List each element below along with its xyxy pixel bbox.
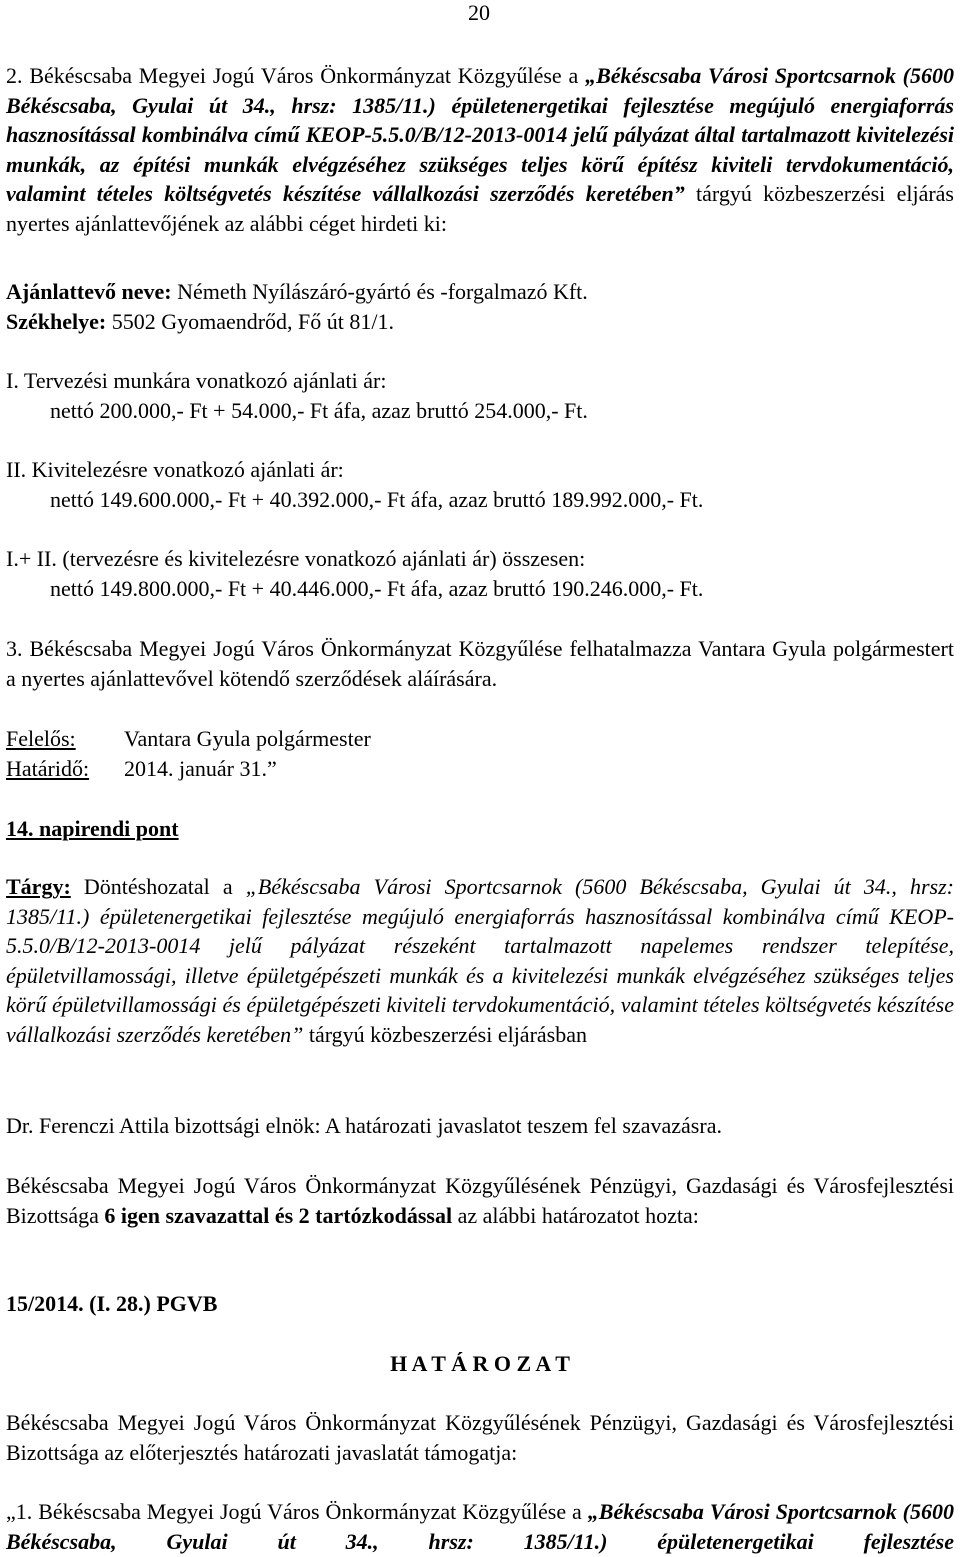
- vote-suffix: az alábbi határozatot hozta:: [452, 1202, 699, 1228]
- offer-2: [6, 455, 954, 514]
- bidder-seat-value: 5502 Gyomaendrőd, Fő út 81/1.: [106, 308, 395, 334]
- agenda-point-heading: 14. napirendi pont: [6, 816, 179, 841]
- responsible-value: Vantara Gyula polgármester: [124, 726, 371, 751]
- subject-text-1: Döntéshozatal a: [70, 874, 246, 899]
- item-1-project-title: „Békéscsaba Városi Sportcsarnok (5600 Békéscsaba, Gyulai út 34., hrsz: 1385/11.) épületenergetikai fejlesztése: [6, 1499, 954, 1554]
- offer-total: [6, 544, 954, 603]
- bidder-name-line: [6, 277, 954, 307]
- resolution-heading: H A T Á R O Z A T: [390, 1351, 570, 1376]
- deadline-label: Határidő:: [6, 755, 90, 781]
- bidder-name-label: Ajánlattevő neve:: [6, 279, 172, 304]
- item-2-project-title: „Békéscsaba Városi Sportcsarnok (5600 Békéscsaba, Gyulai út 34., hrsz: 1385/11.) épületenergetikai fejlesztése megújuló energiaforrás hasznosítással kombinálva című KEOP-5.5.0/B/12-2013-0014 jelű pályázat által tartalmazott kivitelezési munkák, az építési munkák elvégzéséhez szükséges teljes körű építész kiviteli tervdokumentáció, valamint tételes költségvetés készítése vállalkozási szerződés keretében”: [6, 63, 954, 206]
- chair-statement: Dr. Ferenczi Attila bizottsági elnök: A határozati javaslatot teszem fel szavazásra.: [6, 1113, 722, 1138]
- bidder-seat-line: [6, 307, 954, 337]
- bidder-name-value: Németh Nyílászáró-gyártó és -forgalmazó Kft.: [171, 279, 588, 304]
- offer-title: I. Tervezési munkára vonatkozó ajánlati ár:: [6, 368, 387, 393]
- resolution-intro: Békéscsaba Megyei Jogú Város Önkormányzat Közgyűlésének Pénzügyi, Gazdasági és Városfejlesztési Bizottsága az előterjesztés határozati javaslatát támogatja:: [6, 1410, 954, 1465]
- item-2-paragraph: [6, 61, 954, 238]
- offer-amount: nettó 149.600.000,- Ft + 40.392.000,- Ft áfa, azaz bruttó 189.992.000,- Ft.: [50, 486, 704, 512]
- subject-text-2: tárgyú közbeszerzési eljárásban: [303, 1021, 587, 1047]
- vote-paragraph: [6, 1171, 954, 1230]
- offer-amount: nettó 149.800.000,- Ft + 40.446.000,- Ft áfa, azaz bruttó 190.246.000,- Ft.: [50, 575, 704, 601]
- offer-title: I.+ II. (tervezésre és kivitelezésre vonatkozó ajánlati ár) összesen:: [6, 546, 586, 571]
- bidder-seat-label: Székhelye:: [6, 308, 107, 334]
- page-number: 20: [468, 0, 490, 25]
- deadline-value: 2014. január 31.”: [124, 755, 277, 781]
- bidder-block: [6, 277, 954, 336]
- offer-title: II. Kivitelezésre vonatkozó ajánlati ár:: [6, 457, 344, 482]
- subject-paragraph: [6, 872, 954, 1049]
- item-2-prefix: 2. Békéscsaba Megyei Jogú Város Önkormányzat Közgyűlése a: [6, 63, 586, 88]
- subject-project-title: „Békéscsaba Városi Sportcsarnok (5600 Békéscsaba, Gyulai út 34., hrsz: 1385/11.) épületenergetikai fejlesztése megújuló energiaforrás hasznosítással kombinálva című KEOP-5.5.0/B/12-2013-0014 jelű pályázat részeként tartalmazott napelemes rendszer telepítése, épületvillamossági, illetve épületgépészeti munkák és a kivitelezési munkák elvégzéséhez szükséges teljes körű épületvillamossági és épületgépészeti kiviteli tervdokumentáció, valamint tételes költségvetés készítése vállalkozási szerződés keretében”: [6, 874, 954, 1047]
- subject-label: Tárgy:: [6, 874, 71, 899]
- item-2-suffix: tárgyú közbeszerzési eljárás nyertes ajánlattevőjének az alábbi céget hirdeti ki:: [6, 181, 954, 236]
- offer-amount: nettó 200.000,- Ft + 54.000,- Ft áfa, azaz bruttó 254.000,- Ft.: [50, 397, 588, 423]
- responsible-label: Felelős:: [6, 726, 76, 751]
- item-1-paragraph: [6, 1497, 954, 1556]
- responsibility-block: [6, 724, 954, 783]
- offer-1: [6, 366, 954, 425]
- item-3-paragraph: 3. Békéscsaba Megyei Jogú Város Önkormányzat Közgyűlése felhatalmazza Vantara Gyula polgármestert a nyertes ajánlattevővel kötendő szerződések aláírására.: [6, 636, 954, 691]
- deadline-line: [6, 754, 954, 784]
- vote-result: 6 igen szavazattal és 2 tartózkodással: [104, 1202, 453, 1228]
- responsible-line: [6, 724, 954, 754]
- resolution-number: 15/2014. (I. 28.) PGVB: [6, 1291, 218, 1316]
- item-1-prefix: „1. Békéscsaba Megyei Jogú Város Önkormányzat Közgyűlése a: [6, 1499, 588, 1524]
- vote-prefix: Békéscsaba Megyei Jogú Város Önkormányzat Közgyűlésének Pénzügyi, Gazdasági és Városfejlesztési Bizottsága: [6, 1173, 954, 1228]
